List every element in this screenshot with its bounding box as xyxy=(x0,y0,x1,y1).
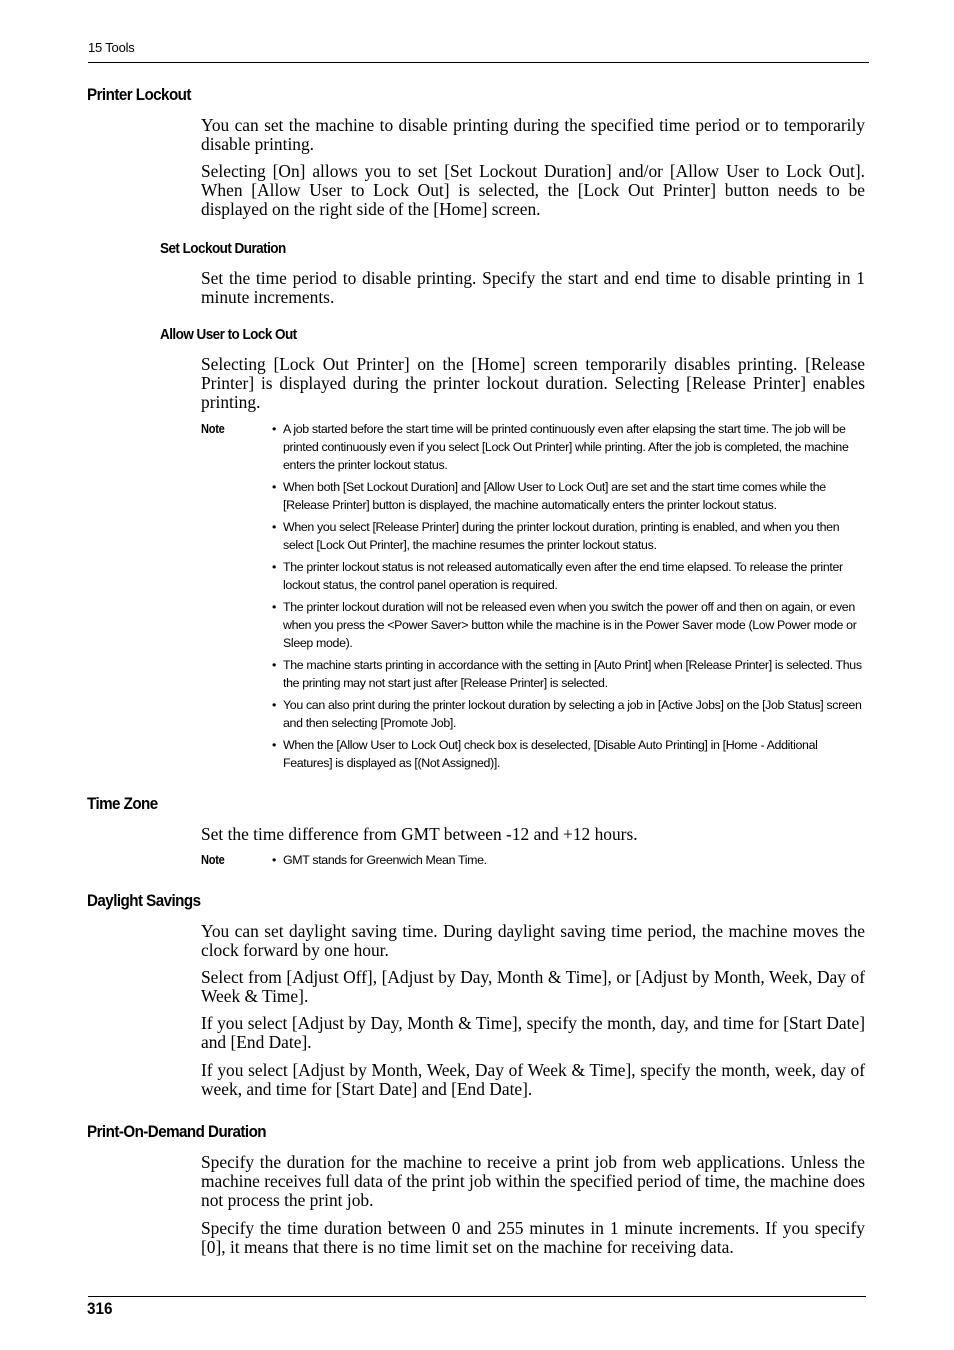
time-zone-heading: Time Zone xyxy=(87,795,158,813)
note-item: • The machine starts printing in accordance with the setting in [Auto Print] when [Release Printer] is selected. Thus the printing may not start just after [Release Printer] is selected. xyxy=(272,658,862,690)
note-item: • GMT stands for Greenwich Mean Time. xyxy=(272,853,487,867)
note-item: • When the [Allow User to Lock Out] check box is deselected, [Disable Auto Printing] in [Home - Additional Features] is displayed as [(Not Assigned)]. xyxy=(272,738,818,770)
bullet-icon: • xyxy=(272,480,276,494)
note-item: • The printer lockout duration will not be released even when you switch the power off and then on again, or even when you press the <Power Saver> button while the machine is in the Power Saver mode (Low Power mode or Sleep mode). xyxy=(272,600,857,650)
lockout-notes-list xyxy=(272,420,868,776)
time-zone-notes-list xyxy=(272,851,868,873)
bullet-icon: • xyxy=(272,520,276,534)
header-divider xyxy=(88,62,869,63)
print-on-demand-heading: Print-On-Demand Duration xyxy=(87,1123,267,1141)
set-lockout-duration-heading: Set Lockout Duration xyxy=(160,240,286,257)
note-item: • A job started before the start time will be printed continuously even after elapsing the start time. The job will be printed continuously even if you select [Lock Out Printer] while printing. After the job is completed, the machine enters the printer lockout status. xyxy=(272,422,849,472)
set-lockout-duration-paragraph: Set the time period to disable printing. Specify the start and end time to disable printing in 1 minute increments. xyxy=(201,268,865,308)
page-number: 316 xyxy=(87,1299,113,1318)
print-on-demand-paragraph-2: Specify the time duration between 0 and 255 minutes in 1 minute increments. If you specify [0], it means that there is no time limit set on the machine for receiving data. xyxy=(201,1218,865,1258)
print-on-demand-paragraph-1: Specify the duration for the machine to receive a print job from web applications. Unless the machine receives full data of the print job within the specified period of time, the machine does not process the print job. xyxy=(201,1152,866,1211)
daylight-savings-heading: Daylight Savings xyxy=(87,892,201,910)
time-zone-paragraph: Set the time difference from GMT between -12 and +12 hours. xyxy=(201,824,638,844)
printer-lockout-paragraph-2: Selecting [On] allows you to set [Set Lockout Duration] and/or [Allow User to Lock Out]. When [Allow User to Lock Out] is selected, the [Lock Out Printer] button needs to be displayed on the right side of the [Home] screen. xyxy=(201,161,865,220)
note-label: Note xyxy=(201,852,225,867)
printer-lockout-heading: Printer Lockout xyxy=(87,86,191,104)
chapter-header: 15 Tools xyxy=(88,40,135,55)
note-item: • You can also print during the printer lockout duration by selecting a job in [Active Jobs] on the [Job Status] screen and then selecting [Promote Job]. xyxy=(272,698,862,730)
allow-user-lock-out-paragraph: Selecting [Lock Out Printer] on the [Home] screen temporarily disables printing. [Release Printer] is displayed during the printer lockout duration. Selecting [Release Printer] enables printing. xyxy=(201,354,865,413)
daylight-savings-paragraph-1: You can set daylight saving time. During daylight saving time period, the machine moves the clock forward by one hour. xyxy=(201,921,865,961)
daylight-savings-paragraph-2: Select from [Adjust Off], [Adjust by Day, Month & Time], or [Adjust by Month, Week, Day of Week & Time]. xyxy=(201,967,865,1007)
note-label: Note xyxy=(201,421,225,436)
note-item: • When both [Set Lockout Duration] and [Allow User to Lock Out] are set and the start time comes while the [Release Printer] button is displayed, the machine automatically enters the printer lockout status. xyxy=(272,480,826,512)
daylight-savings-paragraph-3: If you select [Adjust by Day, Month & Time], specify the month, day, and time for [Start Date] and [End Date]. xyxy=(201,1013,865,1053)
bullet-icon: • xyxy=(272,422,276,436)
bullet-icon: • xyxy=(272,853,276,867)
bullet-icon: • xyxy=(272,600,276,614)
allow-user-lock-out-heading: Allow User to Lock Out xyxy=(160,326,297,343)
bullet-icon: • xyxy=(272,738,276,752)
footer-divider xyxy=(88,1296,866,1297)
note-item: • The printer lockout status is not released automatically even after the end time elapsed. To release the printer lockout status, the control panel operation is required. xyxy=(272,560,843,592)
bullet-icon: • xyxy=(272,658,276,672)
daylight-savings-paragraph-4: If you select [Adjust by Month, Week, Day of Week & Time], specify the month, week, day of week, and time for [Start Date] and [End Date]. xyxy=(201,1060,865,1100)
bullet-icon: • xyxy=(272,560,276,574)
bullet-icon: • xyxy=(272,698,276,712)
note-item: • When you select [Release Printer] during the printer lockout duration, printing is enabled, and when you then select [Lock Out Printer], the machine resumes the printer lockout status. xyxy=(272,520,840,552)
printer-lockout-paragraph-1: You can set the machine to disable printing during the specified time period or to temporarily disable printing. xyxy=(201,115,865,155)
